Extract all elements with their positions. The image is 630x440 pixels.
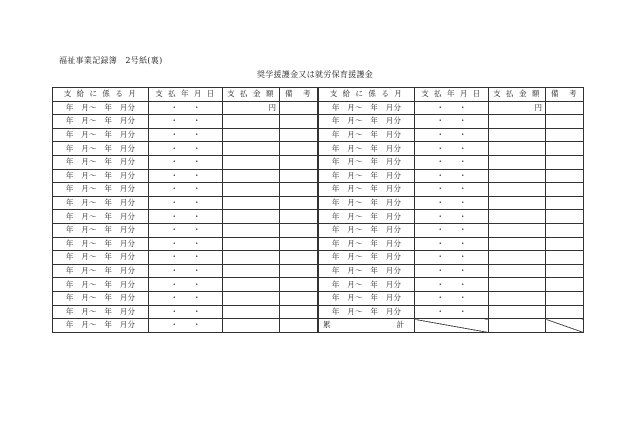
header-payment-month: 支 給 に 係 る 月 [319, 88, 415, 102]
remarks-cell [280, 196, 318, 210]
remarks-cell [546, 291, 584, 305]
remarks-cell [280, 169, 318, 183]
remarks-cell [280, 142, 318, 156]
amount-cell [223, 155, 280, 169]
table-row [319, 237, 584, 251]
date-cell: ・ ・ [149, 223, 223, 237]
remarks-cell [280, 264, 318, 278]
date-cell: ・ ・ [415, 210, 489, 224]
total-label-start: 累 [323, 320, 331, 330]
total-label-cell [319, 319, 415, 333]
table-row [53, 264, 318, 278]
amount-cell [223, 115, 280, 129]
remarks-cell [546, 196, 584, 210]
total-amount-cell [489, 319, 546, 333]
period-cell: 年 月～ 年 月分 [319, 155, 415, 169]
header-remarks: 備 考 [546, 88, 584, 102]
table-row [53, 305, 318, 319]
date-cell: ・ ・ [149, 319, 223, 333]
amount-cell [489, 291, 546, 305]
period-cell: 年 月～ 年 月分 [53, 237, 149, 251]
period-cell: 年 月～ 年 月分 [53, 128, 149, 142]
remarks-cell [280, 115, 318, 129]
total-label-end: 計 [396, 320, 404, 330]
header-payment-date: 支 払 年 月 日 [149, 88, 223, 102]
remarks-cell [280, 291, 318, 305]
amount-cell [223, 264, 280, 278]
date-cell: ・ ・ [415, 169, 489, 183]
amount-cell [223, 183, 280, 197]
table-row [53, 251, 318, 265]
remarks-cell [280, 183, 318, 197]
table-row [53, 183, 318, 197]
period-cell: 年 月～ 年 月分 [319, 183, 415, 197]
date-cell: ・ ・ [149, 183, 223, 197]
remarks-cell [546, 210, 584, 224]
remarks-cell [280, 155, 318, 169]
period-cell: 年 月～ 年 月分 [319, 101, 415, 115]
period-cell: 年 月～ 年 月分 [53, 142, 149, 156]
table-row [319, 115, 584, 129]
table-row [319, 155, 584, 169]
form-id-label: 福祉事業記録簿 2号紙(裏) [59, 56, 163, 65]
period-cell: 年 月～ 年 月分 [319, 115, 415, 129]
table-row [53, 128, 318, 142]
remarks-cell [546, 155, 584, 169]
table-row [319, 251, 584, 265]
table-row [53, 101, 318, 115]
amount-cell [489, 278, 546, 292]
date-cell: ・ ・ [415, 183, 489, 197]
period-cell: 年 月～ 年 月分 [319, 210, 415, 224]
amount-cell [489, 183, 546, 197]
period-cell: 年 月～ 年 月分 [319, 264, 415, 278]
remarks-cell [280, 319, 318, 333]
date-cell: ・ ・ [149, 210, 223, 224]
amount-cell [489, 251, 546, 265]
amount-cell [223, 251, 280, 265]
remarks-cell [546, 237, 584, 251]
table-row [319, 169, 584, 183]
period-cell: 年 月～ 年 月分 [53, 155, 149, 169]
date-cell: ・ ・ [415, 251, 489, 265]
date-cell: ・ ・ [415, 305, 489, 319]
amount-cell [223, 142, 280, 156]
amount-cell [223, 237, 280, 251]
period-cell: 年 月～ 年 月分 [53, 251, 149, 265]
table-row [53, 223, 318, 237]
date-cell: ・ ・ [149, 237, 223, 251]
remarks-cell [546, 142, 584, 156]
period-cell: 年 月～ 年 月分 [53, 319, 149, 333]
date-cell: ・ ・ [149, 155, 223, 169]
table-row [319, 305, 584, 319]
table-row [319, 291, 584, 305]
period-cell: 年 月～ 年 月分 [319, 278, 415, 292]
header-payment-month: 支 給 に 係 る 月 [53, 88, 149, 102]
period-cell: 年 月～ 年 月分 [319, 237, 415, 251]
remarks-cell [546, 115, 584, 129]
amount-cell [223, 319, 280, 333]
period-cell: 年 月～ 年 月分 [53, 183, 149, 197]
date-cell: ・ ・ [415, 101, 489, 115]
date-cell: ・ ・ [149, 101, 223, 115]
ledger-table-right [318, 87, 584, 333]
period-cell: 年 月～ 年 月分 [319, 142, 415, 156]
period-cell: 年 月～ 年 月分 [53, 169, 149, 183]
document-title: 奨学援護金又は就労保育援護金 [256, 70, 374, 79]
date-cell: ・ ・ [149, 142, 223, 156]
period-cell: 年 月～ 年 月分 [319, 128, 415, 142]
table-row [319, 264, 584, 278]
total-date-slash-cell [415, 319, 489, 333]
remarks-cell [280, 101, 318, 115]
remarks-cell [280, 251, 318, 265]
table-row [53, 210, 318, 224]
date-cell: ・ ・ [149, 169, 223, 183]
amount-cell [223, 128, 280, 142]
period-cell: 年 月～ 年 月分 [319, 305, 415, 319]
date-cell: ・ ・ [415, 115, 489, 129]
period-cell: 年 月～ 年 月分 [319, 251, 415, 265]
period-cell: 年 月～ 年 月分 [53, 223, 149, 237]
amount-cell [489, 264, 546, 278]
table-row [319, 210, 584, 224]
amount-cell [489, 128, 546, 142]
table-row [53, 196, 318, 210]
table-row [53, 115, 318, 129]
date-cell: ・ ・ [415, 142, 489, 156]
period-cell: 年 月～ 年 月分 [53, 210, 149, 224]
table-row [319, 128, 584, 142]
period-cell: 年 月～ 年 月分 [319, 223, 415, 237]
remarks-cell [546, 223, 584, 237]
amount-cell [489, 305, 546, 319]
remarks-cell [546, 251, 584, 265]
remarks-cell [546, 183, 584, 197]
remarks-cell [546, 128, 584, 142]
table-row [319, 223, 584, 237]
amount-cell [223, 291, 280, 305]
period-cell: 年 月～ 年 月分 [53, 115, 149, 129]
header-payment-date: 支 払 年 月 日 [415, 88, 489, 102]
amount-cell [223, 223, 280, 237]
period-cell: 年 月～ 年 月分 [319, 291, 415, 305]
date-cell: ・ ・ [149, 305, 223, 319]
table-row [53, 278, 318, 292]
amount-cell [489, 210, 546, 224]
remarks-cell [546, 278, 584, 292]
date-cell: ・ ・ [415, 128, 489, 142]
remarks-cell [546, 305, 584, 319]
period-cell: 年 月～ 年 月分 [53, 291, 149, 305]
remarks-cell [280, 237, 318, 251]
period-cell: 年 月～ 年 月分 [53, 264, 149, 278]
period-cell: 年 月～ 年 月分 [319, 169, 415, 183]
table-row [319, 101, 584, 115]
remarks-cell [280, 278, 318, 292]
table-row [53, 291, 318, 305]
remarks-cell [280, 128, 318, 142]
remarks-cell [280, 210, 318, 224]
period-cell: 年 月～ 年 月分 [319, 196, 415, 210]
date-cell: ・ ・ [415, 278, 489, 292]
amount-cell [489, 237, 546, 251]
date-cell: ・ ・ [149, 115, 223, 129]
amount-cell [489, 223, 546, 237]
amount-cell [223, 305, 280, 319]
date-cell: ・ ・ [415, 155, 489, 169]
date-cell: ・ ・ [415, 196, 489, 210]
amount-cell: 円 [223, 101, 280, 115]
date-cell: ・ ・ [149, 128, 223, 142]
date-cell: ・ ・ [149, 196, 223, 210]
table-row [53, 319, 318, 333]
ledger-table-left [52, 87, 318, 333]
date-cell: ・ ・ [415, 223, 489, 237]
remarks-cell [546, 169, 584, 183]
date-cell: ・ ・ [415, 237, 489, 251]
header-row [53, 88, 318, 102]
table-row [319, 196, 584, 210]
period-cell: 年 月～ 年 月分 [53, 278, 149, 292]
date-cell: ・ ・ [415, 264, 489, 278]
table-row [53, 142, 318, 156]
amount-cell [223, 278, 280, 292]
table-row [53, 155, 318, 169]
amount-cell [489, 115, 546, 129]
remarks-cell [546, 264, 584, 278]
date-cell: ・ ・ [149, 251, 223, 265]
amount-cell [489, 155, 546, 169]
table-row [319, 278, 584, 292]
period-cell: 年 月～ 年 月分 [53, 101, 149, 115]
remarks-cell [280, 305, 318, 319]
amount-cell [223, 169, 280, 183]
amount-cell [489, 196, 546, 210]
remarks-cell [546, 101, 584, 115]
date-cell: ・ ・ [149, 264, 223, 278]
remarks-cell [280, 223, 318, 237]
table-row [319, 183, 584, 197]
header-payment-amount: 支 払 金 額 [223, 88, 280, 102]
amount-cell: 円 [489, 101, 546, 115]
total-remarks-slash-cell [546, 319, 584, 333]
date-cell: ・ ・ [149, 291, 223, 305]
period-cell: 年 月～ 年 月分 [53, 305, 149, 319]
header-remarks: 備 考 [280, 88, 318, 102]
header-payment-amount: 支 払 金 額 [489, 88, 546, 102]
header-row [319, 88, 584, 102]
period-cell: 年 月～ 年 月分 [53, 196, 149, 210]
amount-cell [223, 196, 280, 210]
date-cell: ・ ・ [415, 291, 489, 305]
amount-cell [489, 169, 546, 183]
amount-cell [223, 210, 280, 224]
table-row [319, 142, 584, 156]
table-row [53, 237, 318, 251]
amount-cell [489, 142, 546, 156]
total-row [319, 319, 584, 333]
table-row [53, 169, 318, 183]
date-cell: ・ ・ [149, 278, 223, 292]
